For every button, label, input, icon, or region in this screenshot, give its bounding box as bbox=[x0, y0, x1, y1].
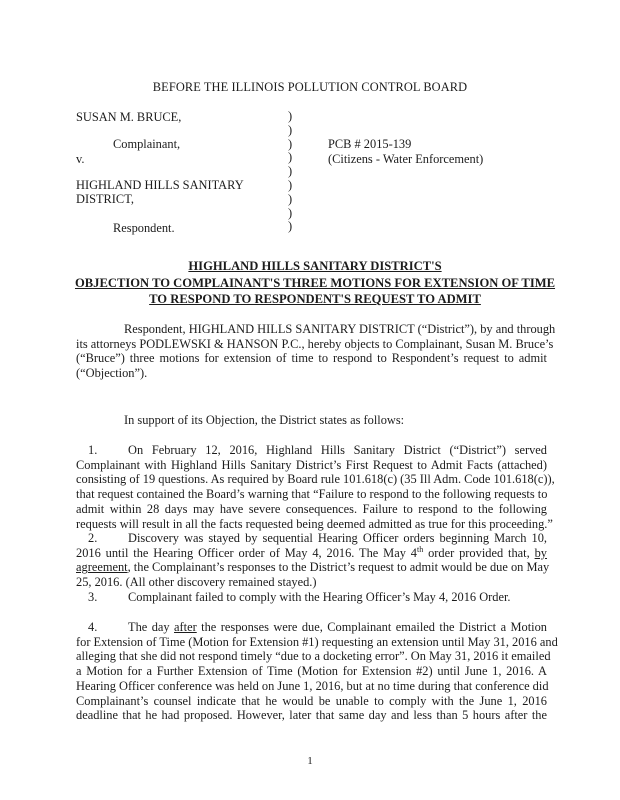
case-number: PCB # 2015-139 bbox=[328, 137, 412, 151]
court-heading: BEFORE THE ILLINOIS POLLUTION CONTROL BOARD bbox=[152, 80, 468, 94]
numbered-paragraph-4: 4. The day after the responses were due, Complainant emailed the District a Motion for Extension of Time (Motion for Extension #1) requesting an extension until May 31, 2016 and alleging that she did not respond timely “due to a docketing error”. On May 31, 2016 it emailed a Motion for a Further Extension of Time (Motion for Extension #2) until June 1, 2016. A Hearing Officer conference was held on June 1, 2016, but at no time during that conference did Complainant’s counsel indicate that he would be unable to comply with the June 1, 2016 deadline that he had proposed. However, later that same day and less than 5 hours after the bbox=[76, 620, 558, 723]
respondent-name-line1: HIGHLAND HILLS SANITARY bbox=[76, 178, 244, 192]
case-type: (Citizens - Water Enforcement) bbox=[328, 152, 484, 166]
paragraph-number: 4. bbox=[88, 620, 98, 634]
numbered-paragraph-2: 2. Discovery was stayed by sequential Hearing Officer orders beginning March 10, 2016 until the Hearing Officer order of May 4, 2016. The May 4th order provided that, by agreement, the Complainant’s responses to the District’s request to admit would be due on May 25, 2016. (All other discovery remained stayed.) bbox=[76, 531, 550, 590]
title-line-3: TO RESPOND TO RESPONDENT'S REQUEST TO ADMIT bbox=[149, 292, 481, 307]
paragraph-number: 3. bbox=[88, 590, 98, 604]
caption-parenthesis-column: ) ) ) ) ) ) ) ) ) bbox=[288, 109, 293, 234]
versus-label: v. bbox=[76, 152, 85, 166]
paragraph-number: 1. bbox=[88, 443, 98, 457]
paragraph-number: 2. bbox=[88, 531, 98, 545]
page-number: 1 bbox=[307, 755, 313, 767]
complainant-name: SUSAN M. BRUCE, bbox=[76, 110, 182, 124]
numbered-paragraph-3: 3. Complainant failed to comply with the Hearing Officer’s May 4, 2016 Order. bbox=[76, 590, 547, 605]
numbered-paragraph-1: 1. On February 12, 2016, Highland Hills Sanitary District (“District”) served Complainant with Highland Hills Sanitary District’s First Request to Admit Facts (attached) consisting of 19 questions. As required by Board rule 101.618(c) (35 Ill Adm. Code 101.618(c)), that request contained the Board’s warning that “Failure to respond to the following requests to admit within 28 days may have severe consequences. Failure to respond to the following requests will result in all the facts requested being deemed admitted as true for this proceeding.” bbox=[76, 443, 555, 531]
respondent-role: Respondent. bbox=[113, 221, 175, 235]
respondent-name-line2: DISTRICT, bbox=[76, 192, 134, 206]
title-line-1: HIGHLAND HILLS SANITARY DISTRICT'S bbox=[188, 259, 442, 273]
complainant-role: Complainant, bbox=[113, 137, 181, 151]
title-line-2: OBJECTION TO COMPLAINANT'S THREE MOTIONS FOR EXTENSION OF TIME bbox=[74, 275, 556, 290]
document-title bbox=[70, 258, 560, 308]
support-statement: In support of its Objection, the District states as follows: bbox=[124, 413, 405, 427]
intro-paragraph: Respondent, HIGHLAND HILLS SANITARY DISTRICT (“District”), by and through its attorneys PODLEWSKI & HANSON P.C., hereby objects to Complainant, Susan M. Bruce’s (“Bruce”) three motions for extension of time to respond to Respondent’s request to admit (“Objection”). bbox=[76, 322, 556, 381]
